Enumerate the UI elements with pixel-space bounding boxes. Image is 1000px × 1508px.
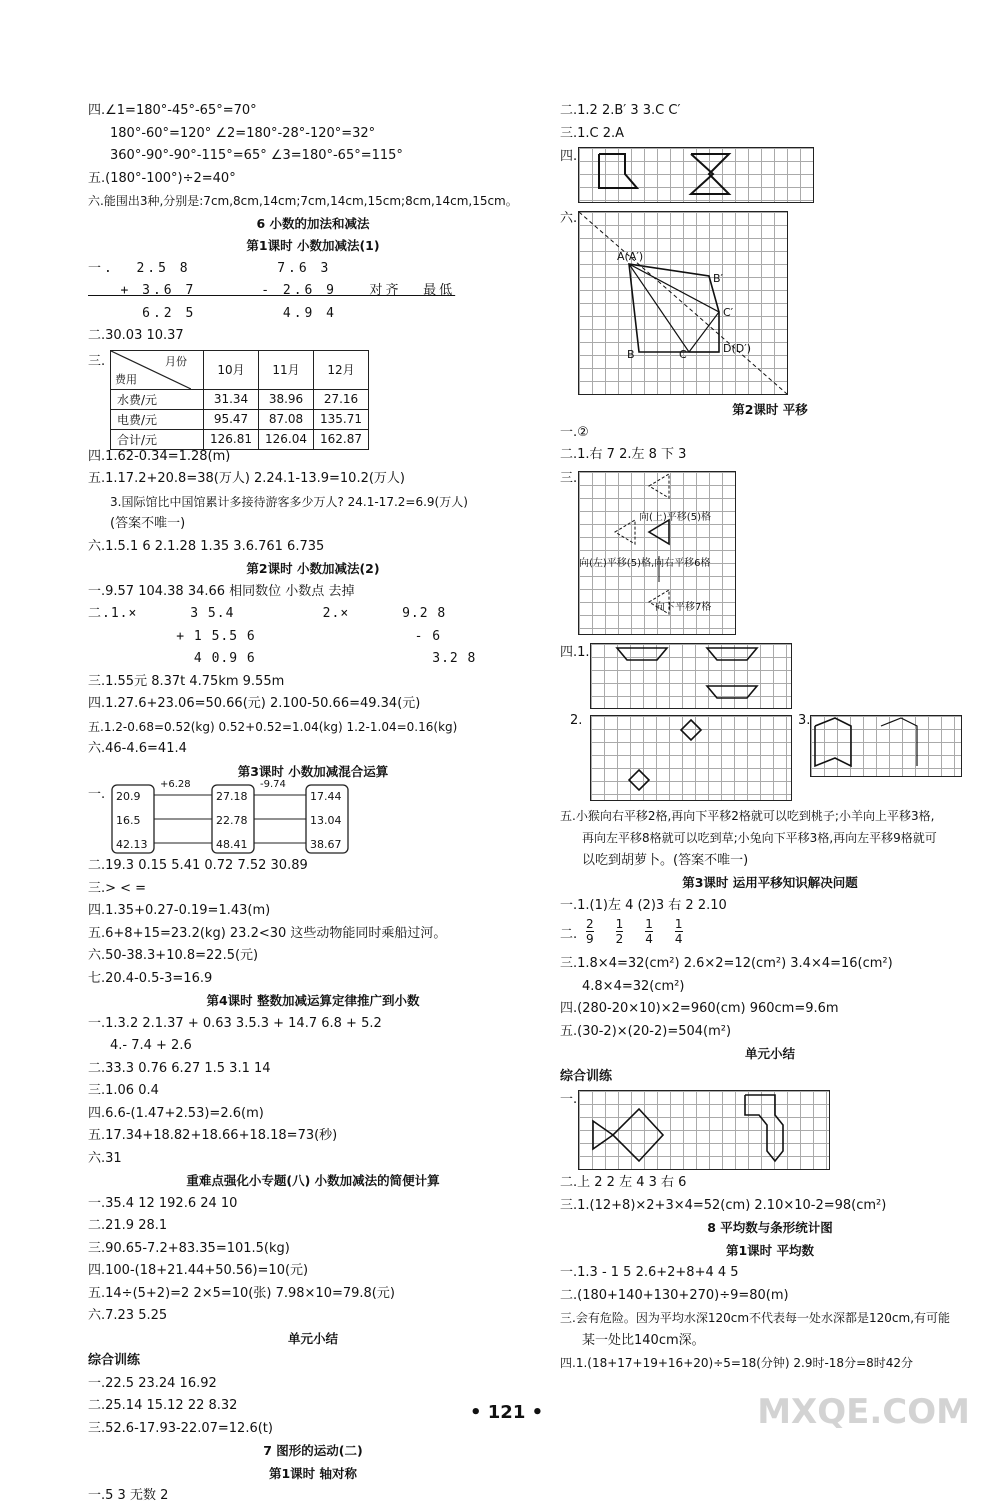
answer-line: (答案不唯一) xyxy=(110,516,186,531)
answer-line: 某一处比140cm深。 xyxy=(582,1332,705,1348)
section-label: 二. xyxy=(560,927,578,942)
table-row: 电费/元 95.47 87.08 135.71 xyxy=(111,409,369,429)
answer-line: 四.(280-20×10)×2=960(cm) 960cm=9.6m xyxy=(560,1001,839,1016)
answer-line: 二.(180+140+130+270)÷9=80(m) xyxy=(560,1287,789,1303)
lesson-heading: 第2课时 小数加减法(2) xyxy=(246,561,380,576)
answer-line: 一.② xyxy=(560,424,589,440)
vertex-label: C xyxy=(679,348,687,361)
fractions xyxy=(586,917,683,946)
unit-heading: 6 小数的加法和减法 xyxy=(256,215,370,231)
flow-op1: +6.28 xyxy=(160,779,191,790)
answer-line: 360°-90°-90°-115°=65° ∠3=180°-65°=115° xyxy=(110,148,403,163)
answer-line: 三.1.55元 8.37t 4.75km 9.55m xyxy=(88,673,285,689)
answer-line: 一.9.57 104.38 34.66 相同数位 小数点 去掉 xyxy=(88,583,355,599)
answer-line: 四.1.(18+17+19+16+20)÷5=18(分钟) 2.9时-18分=8时42分 xyxy=(560,1356,914,1370)
section-label: 一. xyxy=(88,787,106,802)
figure-block xyxy=(560,713,980,805)
answer-line: 4.8×4=32(cm²) xyxy=(582,978,685,994)
vertical-calc: 二.1.× 3 5.4 2.× 9.2 8 xyxy=(88,606,447,621)
table-header: 11月 xyxy=(259,350,314,389)
training-heading: 综合训练 xyxy=(88,1353,141,1368)
answer-line: 二.30.03 10.37 xyxy=(88,328,184,343)
answer-line: 一.1.(1)左 4 (2)3 右 2 2.10 xyxy=(560,897,727,913)
translation-grid xyxy=(578,471,736,635)
section-label: 四. xyxy=(560,149,578,164)
flag-grid xyxy=(810,715,962,777)
answer-line: 三.1.06 0.4 xyxy=(88,1083,159,1098)
watermark: MXQE.COM xyxy=(757,1392,970,1432)
vertex-label: D(D′) xyxy=(723,342,752,355)
vertical-calc: + 3.6 7 - 2.6 9 对齐 最低 xyxy=(88,283,456,298)
answer-line: 三.1.(12+8)×2+3×4=52(cm) 2.10×10-2=98(cm²) xyxy=(560,1197,887,1213)
answer-line: 一.1.3 - 1 5 2.6+2+8+4 4 5 xyxy=(560,1265,739,1280)
answer-line: 二.上 2 2 左 4 3 右 6 xyxy=(560,1175,687,1190)
answer-line: 一.1.3.2 2.1.37 + 0.63 3.5.3 + 14.7 6.8 + 5.2 xyxy=(88,1015,382,1031)
section-label: 三. xyxy=(88,353,106,369)
fee-table-block xyxy=(88,350,538,446)
training-heading: 综合训练 xyxy=(560,1068,613,1084)
fee-table xyxy=(110,350,369,450)
section-label: 四.1. xyxy=(560,644,590,660)
figure-block xyxy=(560,641,980,713)
answer-line: 六.50-38.3+10.8=22.5(元) xyxy=(88,948,259,963)
lesson-heading: 第3课时 运用平移知识解决问题 xyxy=(682,875,858,890)
answer-line: 五.17.34+18.82+18.66+18.18=73(秒) xyxy=(88,1128,338,1143)
answer-line: 二.25.14 15.12 22 8.32 xyxy=(88,1398,238,1413)
answer-line: 四.100-(18+21.44+50.56)=10(元) xyxy=(88,1263,309,1278)
table-month-label: 月份 xyxy=(165,354,187,368)
fraction: 1 4 xyxy=(645,917,653,946)
unit-heading: 8 平均数与条形统计图 xyxy=(707,1220,833,1235)
figure-block xyxy=(560,145,980,207)
flow-col3: 17.44 13.04 38.67 xyxy=(310,790,342,851)
table-header: 12月 xyxy=(314,350,369,389)
symmetry-grid xyxy=(578,147,814,203)
answer-line: 五.小猴向右平移2格,再向下平移2格就可以吃到桃子;小羊向上平移3格, xyxy=(560,808,935,823)
trapezoid-grid xyxy=(590,643,792,709)
table-row: 水费/元 31.34 38.96 27.16 xyxy=(111,389,369,409)
figure-block xyxy=(560,1088,980,1172)
lesson-heading: 第1课时 轴对称 xyxy=(268,1465,358,1481)
unit-heading: 7 图形的运动(二) xyxy=(263,1443,363,1458)
vertical-calc: 6.2 5 4.9 4 xyxy=(88,305,338,321)
table-row: 合计/元 126.81 126.04 162.87 xyxy=(111,429,369,449)
vertex-label: C′ xyxy=(723,306,734,319)
figure-block xyxy=(560,467,980,641)
answer-line: 三.1.8×4=32(cm²) 2.6×2=12(cm²) 3.4×4=16(cm²) xyxy=(560,956,893,971)
answer-line: 五.1.17.2+20.8=38(万人) 2.24.1-13.9=10.2(万人) xyxy=(88,471,405,486)
flow-col1: 20.9 16.5 42.13 xyxy=(116,790,148,851)
answer-line: 3.国际馆比中国馆累计多接待游客多少万人? 24.1-17.2=6.9(万人) xyxy=(110,494,468,509)
answer-line: 五.14÷(5+2)=2 2×5=10(张) 7.98×10=79.8(元) xyxy=(88,1285,395,1301)
lesson-heading: 第4课时 整数加减运算定律推广到小数 xyxy=(206,993,420,1008)
answer-line: 六.能围出3种,分别是:7cm,8cm,14cm;7cm,14cm,15cm;8cm,14cm,15cm。 xyxy=(88,194,518,208)
fish-grid xyxy=(578,1090,830,1170)
answer-line: 二.19.3 0.15 5.41 0.72 7.52 30.89 xyxy=(88,858,308,873)
answer-line: 二.33.3 0.76 6.27 1.5 3.1 14 xyxy=(88,1060,271,1076)
answer-line: 三.会有危险。因为平均水深120cm不代表每一处水深都是120cm,有可能 xyxy=(560,1311,951,1325)
move-label: 向(左)平移(5)格,向右平移6格 xyxy=(579,557,711,569)
rotation-grid xyxy=(578,211,788,395)
move-label: 向下平移7格 xyxy=(655,601,712,613)
fraction: 1 4 xyxy=(674,917,683,946)
figure-block xyxy=(560,207,980,399)
table-corner xyxy=(111,350,204,389)
answer-line: 四.1.35+0.27-0.19=1.43(m) xyxy=(88,903,271,918)
answer-line: 六.46-4.6=41.4 xyxy=(88,741,187,756)
answer-line: 一.35.4 12 192.6 24 10 xyxy=(88,1195,238,1211)
answer-line: 四.6.6-(1.47+2.53)=2.6(m) xyxy=(88,1105,264,1121)
answer-line: 180°-60°=120° ∠2=180°-28°-120°=32° xyxy=(110,125,376,141)
vertex-label: A(A′) xyxy=(617,250,644,263)
answer-line: 六.7.23 5.25 xyxy=(88,1308,168,1323)
topic-heading: 重难点强化小专题(八) 小数加减法的简便计算 xyxy=(186,1173,440,1188)
table-fee-label: 费用 xyxy=(115,372,137,386)
flow-diagram xyxy=(88,779,538,855)
page-number: • 121 • xyxy=(470,1402,544,1423)
section-label: 3. xyxy=(798,712,811,728)
answer-line: 二.1.2 2.B′ 3 3.C C′ xyxy=(560,103,681,118)
answer-line: 一.22.5 23.24 16.92 xyxy=(88,1375,217,1391)
vertical-calc: 4 0.9 6 3.2 8 xyxy=(88,651,477,666)
fraction-row xyxy=(560,917,980,953)
answer-line: 一.5 3 无数 2 xyxy=(88,1488,169,1503)
answer-line: 六.31 xyxy=(88,1150,122,1166)
lesson-heading: 第3课时 小数加减混合运算 xyxy=(237,763,389,779)
left-column xyxy=(88,100,538,1508)
lesson-heading: 第2课时 平移 xyxy=(732,402,808,417)
diamond-grid xyxy=(590,715,792,801)
flow-op2: -9.74 xyxy=(260,779,286,790)
lesson-heading: 第1课时 平均数 xyxy=(725,1242,815,1258)
answer-line: 二.1.右 7 2.左 8 下 3 xyxy=(560,447,687,462)
lesson-heading: 第1课时 小数加减法(1) xyxy=(246,238,380,253)
answer-line: 以吃到胡萝卜。(答案不唯一) xyxy=(582,852,749,868)
section-label: 三. xyxy=(560,470,578,486)
answer-line: 再向左平移8格就可以吃到草;小兔向下平移3格,再向左平移9格就可 xyxy=(582,831,937,845)
answer-line: 五.(30-2)×(20-2)=504(m²) xyxy=(560,1023,732,1039)
vertical-calc: 一. 2.5 8 7.6 3 xyxy=(88,260,332,276)
answer-line: 4.- 7.4 + 2.6 xyxy=(110,1038,192,1053)
answer-line: 五.(180°-100°)÷2=40° xyxy=(88,170,236,186)
vertex-label: B′ xyxy=(713,272,724,285)
flow-col2: 27.18 22.78 48.41 xyxy=(216,790,248,851)
answer-line: 三.52.6-17.93-22.07=12.6(t) xyxy=(88,1420,273,1436)
section-label: 一. xyxy=(560,1092,578,1107)
vertical-calc: + 1 5.5 6 - 6 xyxy=(88,628,442,644)
answer-line: 六.1.5.1 6 2.1.28 1.35 3.6.761 6.735 xyxy=(88,538,325,554)
answer-line: 四.1.62-0.34=1.28(m) xyxy=(88,448,231,464)
fraction: 1 2 xyxy=(615,917,624,946)
answer-line: 三.1.C 2.A xyxy=(560,125,625,141)
move-label: 向(上)平移(5)格 xyxy=(639,511,711,523)
summary-heading: 单元小结 xyxy=(287,1330,338,1346)
summary-heading: 单元小结 xyxy=(744,1046,795,1061)
answer-line: 三.> < = xyxy=(88,880,147,896)
answer-line: 七.20.4-0.5-3=16.9 xyxy=(88,970,213,986)
answer-line: 五.1.2-0.68=0.52(kg) 0.52+0.52=1.04(kg) 1.2-1.04=0.16(kg) xyxy=(88,719,458,734)
vertex-label: B xyxy=(627,348,635,361)
right-column xyxy=(560,100,980,1375)
table-header: 10月 xyxy=(204,350,259,389)
section-label: 2. xyxy=(570,712,583,728)
section-label: 六. xyxy=(560,211,578,226)
answer-line: 二.21.9 28.1 xyxy=(88,1218,168,1233)
fraction: 2 9 xyxy=(586,917,594,946)
answer-line: 三.90.65-7.2+83.35=101.5(kg) xyxy=(88,1240,290,1256)
answer-line: 五.6+8+15=23.2(kg) 23.2<30 这些动物能同时乘船过河。 xyxy=(88,925,447,941)
answer-line: 四.1.27.6+23.06=50.66(元) 2.100-50.66=49.34(元) xyxy=(88,696,421,711)
answer-line: 四.∠1=180°-45°-65°=70° xyxy=(88,103,257,118)
